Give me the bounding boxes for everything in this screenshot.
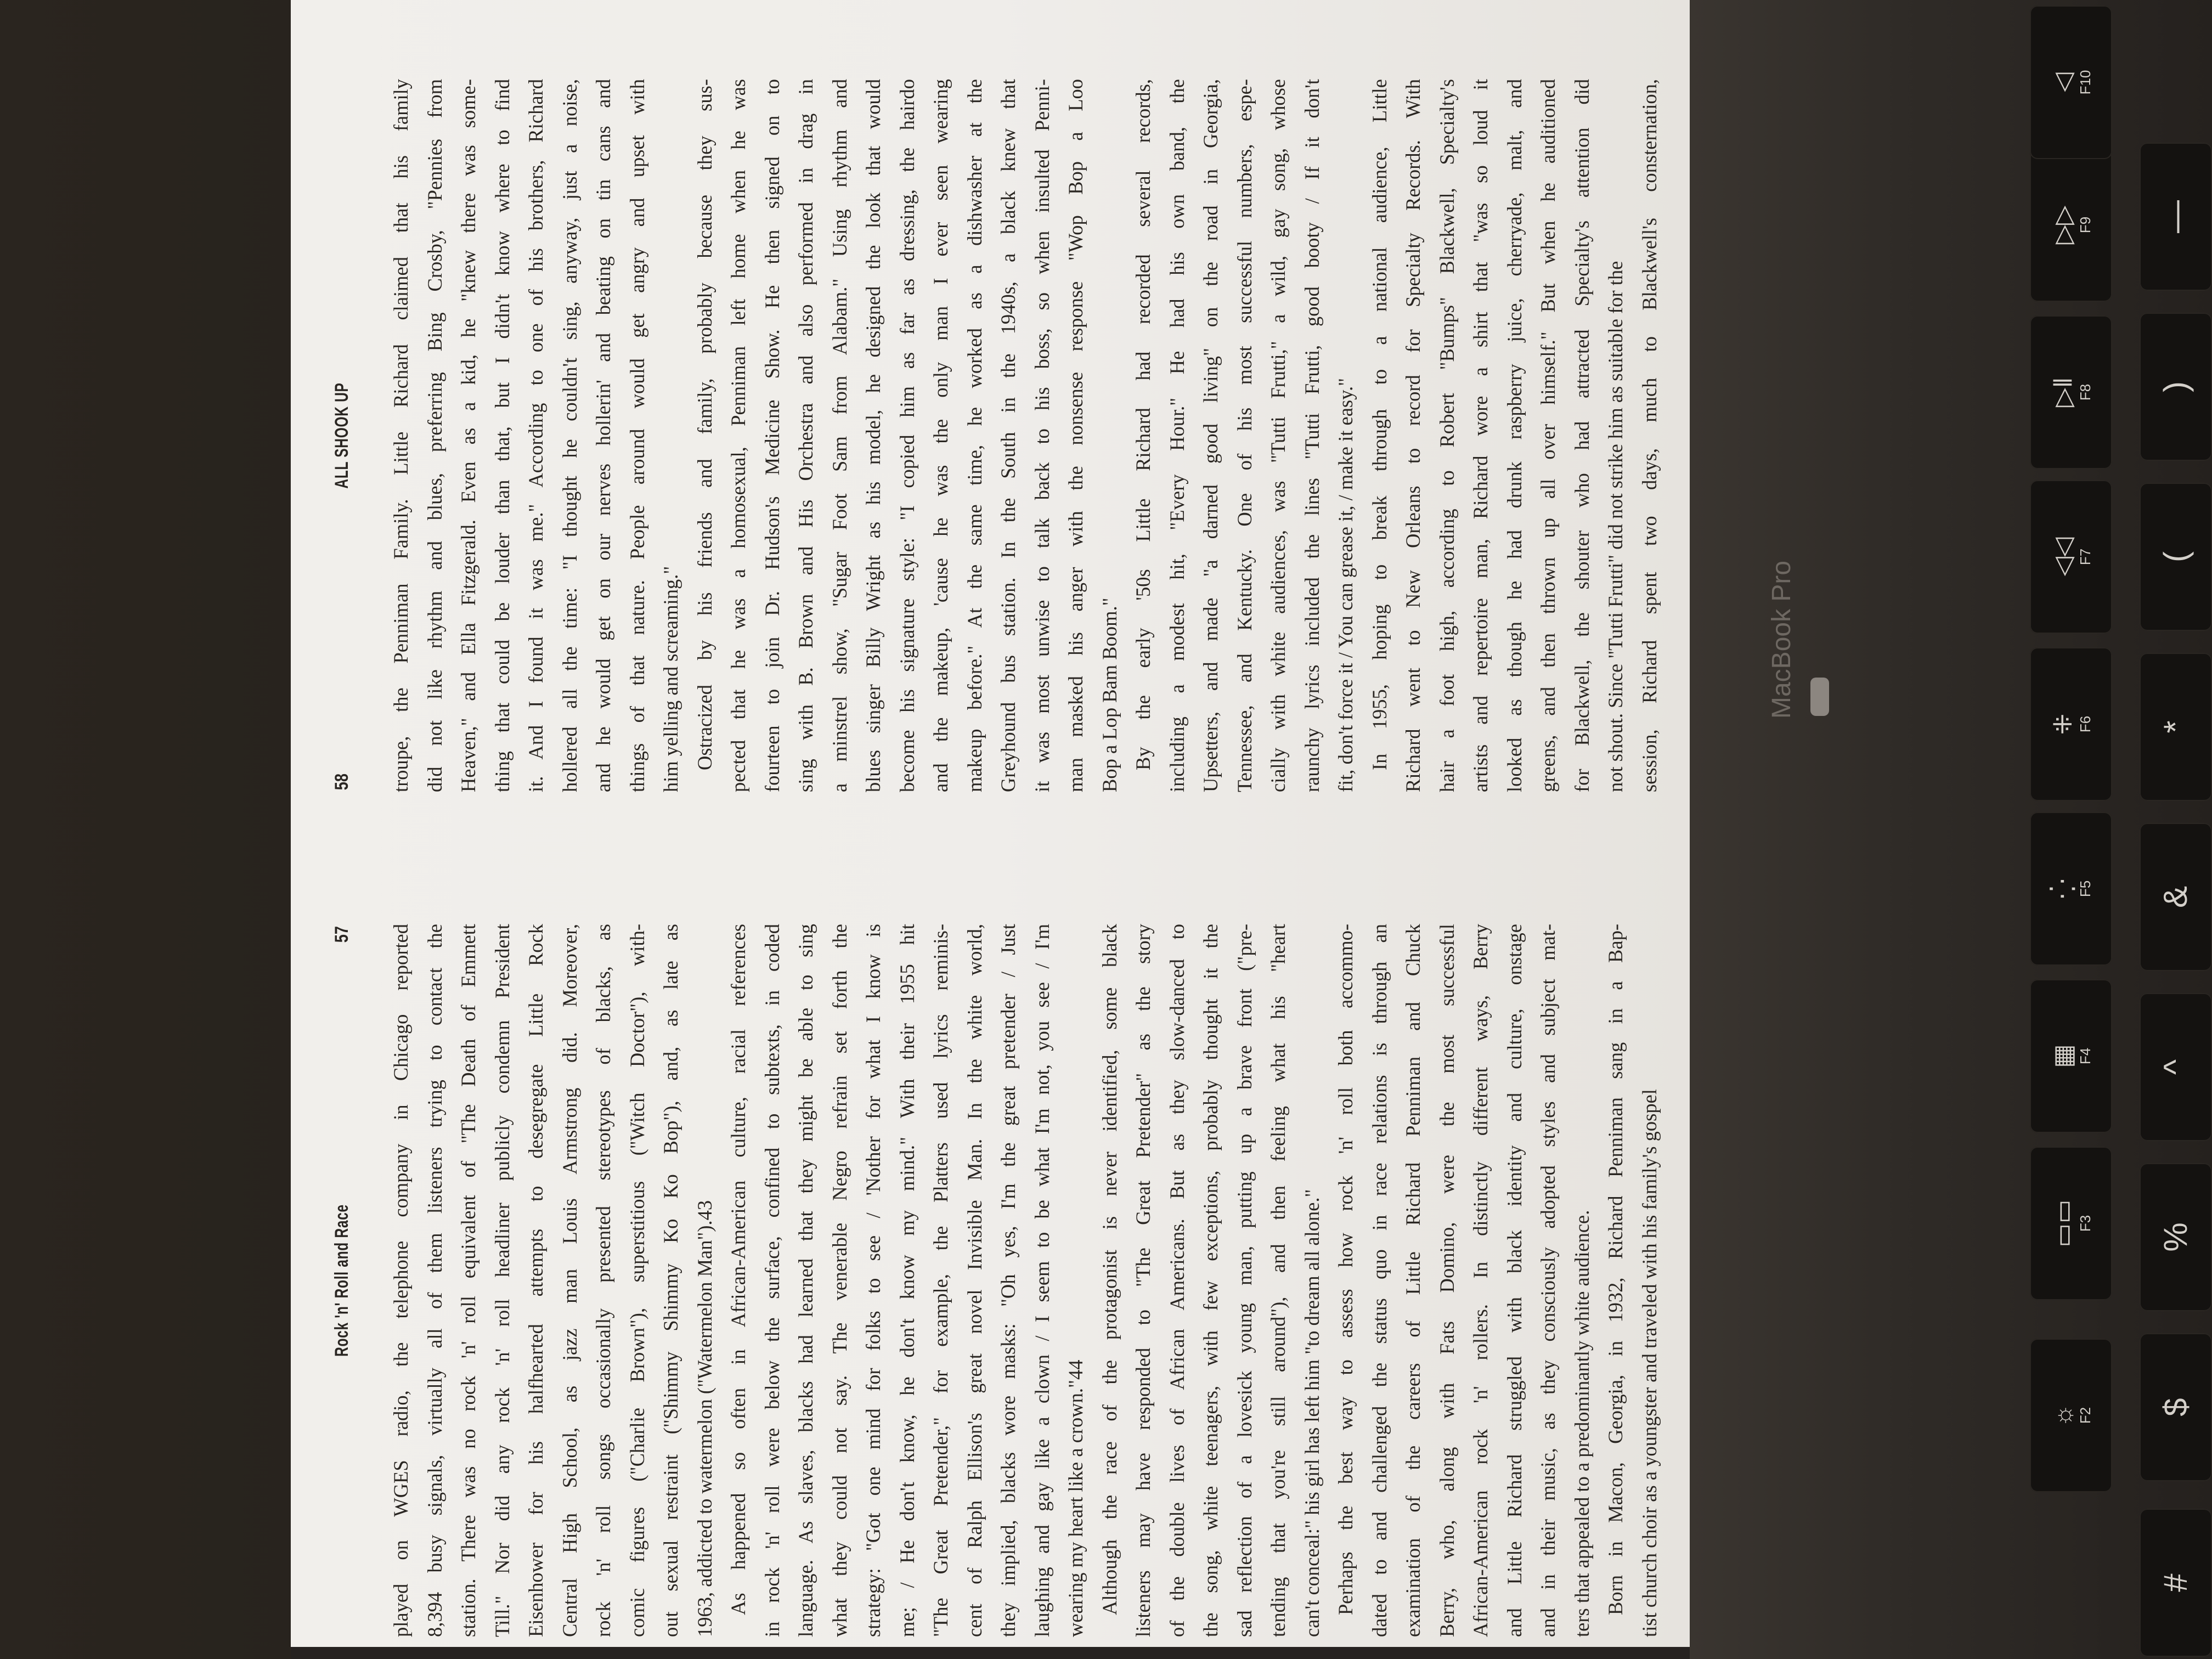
number-row-key[interactable]: [2140, 993, 2212, 1141]
text-line: and Little Richard struggled with black identity and culture, onstage: [1503, 924, 1526, 1637]
text-line: Berry, who, along with Fats Domino, were the most successful: [1435, 924, 1458, 1637]
text-line: the song, white teenagers, with few exceptions, probably thought it the: [1199, 924, 1222, 1637]
text-line: Richard went to New Orleans to record for Specialty Records. With: [1402, 79, 1424, 792]
key-symbol: *: [2157, 720, 2194, 733]
key-f3[interactable]: [2030, 1147, 2112, 1300]
number-row-key[interactable]: [2140, 653, 2212, 801]
left-page-text: [384, 924, 1666, 1637]
key-f10[interactable]: [2030, 5, 2112, 159]
text-line: sing with B. Brown and His Orchestra and also performed in drag in: [794, 79, 817, 792]
text-line: By the early '50s Little Richard had recorded several records,: [1132, 79, 1154, 770]
key-label: F8: [2077, 383, 2094, 401]
laptop-brand-label: MacBook Pro: [1767, 560, 1796, 719]
key-f2[interactable]: [2030, 1339, 2112, 1492]
text-line: strategy: "Got one mind for folks to see / 'Nother for what I know is: [862, 924, 884, 1637]
text-line: "The Great Pretender," for example, the Platters used lyrics reminis-: [929, 924, 952, 1637]
text-line: Perhaps the best way to assess how rock 'n' roll both accommo-: [1334, 924, 1357, 1615]
mission-control-icon: ▭▭: [2049, 1199, 2077, 1248]
text-line: pected that he was a homosexual, Penniman left home when he was: [727, 79, 749, 792]
text-line: they implied, blacks wore masks: "Oh yes, I'm the great pretender / Just: [997, 924, 1019, 1637]
key-label: F10: [2077, 70, 2094, 95]
keyboard-light-up-icon: ⁜: [2049, 713, 2077, 735]
rewind-icon: ◁◁: [2049, 537, 2077, 577]
number-row-key[interactable]: [2140, 823, 2212, 971]
key-f4[interactable]: [2030, 979, 2112, 1133]
text-line: and in their music, as they consciously adopted styles and subject mat-: [1537, 924, 1559, 1637]
text-line: looked as though he had drunk raspberry juice, cherryade, malt, and: [1503, 79, 1526, 792]
left-running-head-title: Rock 'n' Roll and Race: [331, 1204, 352, 1357]
text-line: Heaven," and Ella Fitzgerald. Even as a kid, he "knew there was some-: [457, 79, 479, 792]
number-row-key[interactable]: [2140, 1509, 2212, 1657]
text-line: a minstrel show, "Sugar Foot Sam from Alabam." Using rhythm and: [828, 79, 851, 792]
text-line: it. And I found it was me." According to one of his brothers, Richard: [524, 79, 547, 792]
text-line: played on WGES radio, the telephone company in Chicago reported: [390, 924, 412, 1637]
key-f7[interactable]: [2030, 480, 2112, 634]
text-line: Greyhound bus station. In the South in the 1940s, a black knew that: [997, 79, 1019, 792]
text-line: did not like rhythm and blues, preferring Bing Crosby, "Pennies from: [423, 79, 446, 792]
text-line: Till." Nor did any rock 'n' roll headliner publicly condemn President: [490, 924, 514, 1637]
key-symbol: (: [2157, 551, 2194, 562]
text-line: session, Richard spent two days, much to Blackwell's consternation,: [1638, 79, 1661, 792]
keyboard-light-down-icon: ⁛: [2049, 878, 2077, 899]
fast-forward-icon: ▷▷: [2049, 205, 2077, 245]
key-label: F4: [2077, 1047, 2094, 1065]
text-line: Ostracized by his friends and family, probably because they sus-: [693, 79, 716, 770]
text-line: fourteen to join Dr. Hudson's Medicine Show. He then signed on to: [760, 79, 783, 792]
text-line: and the makeup, 'cause he was the only man I ever seen wearing: [929, 79, 952, 792]
text-line: Central High School, as jazz man Louis Armstrong did. Moreover,: [558, 924, 581, 1637]
text-line: not shout. Since "Tutti Frutti" did not strike him as suitable for the: [1604, 261, 1627, 792]
key-label: F9: [2077, 216, 2094, 234]
text-line: him yelling and screaming.": [659, 566, 682, 792]
launchpad-icon: ▦: [2049, 1044, 2077, 1068]
text-line: African-American rock 'n' rollers. In distinctly different ways, Berry: [1469, 924, 1492, 1637]
text-line: greens, and then thrown up all over himself." But when he auditioned: [1537, 79, 1559, 792]
book-spread: [291, 0, 1690, 1659]
key-symbol: %: [2157, 1222, 2194, 1252]
text-line: what they could not say. The venerable Negro refrain set forth the: [828, 924, 851, 1637]
text-line: including a modest hit, "Every Hour." He had his own band, the: [1165, 79, 1188, 792]
key-symbol: #: [2157, 1573, 2194, 1592]
right-page: [324, 13, 1662, 792]
text-line: rock 'n' roll songs occasionally presented stereotypes of blacks, as: [592, 924, 614, 1637]
text-line: Born in Macon, Georgia, in 1932, Richard Penniman sang in a Bap-: [1604, 924, 1627, 1615]
key-label: F5: [2077, 880, 2094, 898]
hinge-notch: [1810, 678, 1829, 716]
text-line: cent of Ralph Ellison's great novel Invisible Man. In the white world,: [963, 924, 986, 1637]
text-line: 8,394 busy signals, virtually all of them listeners trying to contact the: [423, 924, 446, 1637]
key-f6[interactable]: [2030, 647, 2112, 801]
key-label: F7: [2077, 548, 2094, 566]
text-line: can't conceal:" his girl has left him "to dream all alone.": [1300, 1189, 1323, 1637]
brightness-up-icon: ☼: [2049, 1403, 2077, 1427]
play-pause-icon: ▷‖: [2049, 377, 2077, 408]
text-line: comic figures ("Charlie Brown"), superstitious ("Witch Doctor"), with-: [625, 924, 648, 1637]
text-line: out sexual restraint ("Shimmy Shimmy Ko Ko Bop"), and, as late as: [659, 924, 682, 1637]
text-line: man masked his anger with the nonsense response "Wop Bop a Loo: [1064, 79, 1087, 792]
text-line: blues singer Billy Wright as his model, he designed the look that would: [862, 79, 884, 792]
text-line: for Blackwell, the shouter who had attracted Specialty's attention did: [1570, 79, 1593, 792]
key-symbol: ^: [2157, 1059, 2194, 1075]
text-line: raunchy lyrics included the lines "Tutti Frutti, good booty / If it don't: [1300, 79, 1323, 792]
text-line: examination of the careers of Little Richard Penniman and Chuck: [1402, 924, 1424, 1637]
text-line: dated to and challenged the status quo in race relations is through an: [1368, 924, 1391, 1637]
screen-bezel-edge-bottom: [291, 1647, 1690, 1659]
text-line: hair a foot high, according to Robert "Bumps" Blackwell, Specialty's: [1435, 79, 1458, 792]
text-line: laughing and gay like a clown / I seem to be what I'm not, you see / I'm: [1030, 924, 1053, 1637]
text-line: and he would get on our nerves hollerin' and beating on tin cans and: [592, 79, 614, 792]
text-line: artists and repertoire man, Richard wore a shirt that "was so loud it: [1469, 79, 1492, 792]
left-page-number: 57: [331, 926, 352, 943]
right-running-head-title: ALL SHOOK UP: [331, 382, 352, 489]
key-label: F2: [2077, 1407, 2094, 1424]
text-line: sad reflection of a lovesick young man, putting up a brave front ("pre-: [1233, 924, 1256, 1637]
text-line: of the double lives of African Americans. But as they slow-danced to: [1165, 924, 1188, 1637]
text-line: become his signature style: "I copied him as far as dressing, the hairdo: [895, 79, 918, 792]
left-page: [324, 858, 1662, 1637]
key-symbol: —: [2157, 200, 2194, 233]
text-line: Although the race of the protagonist is never identified, some black: [1098, 924, 1121, 1615]
number-row-key[interactable]: [2140, 313, 2212, 461]
text-line: thing that could be louder than that, but I didn't know where to find: [490, 79, 514, 792]
key-symbol: $: [2157, 1398, 2194, 1417]
text-line: Bop a Lop Bam Boom.": [1098, 597, 1121, 792]
text-line: fit, don't force it / You can grease it, / make it easy.": [1334, 377, 1357, 792]
number-row-key[interactable]: [2140, 1163, 2212, 1311]
laptop-keyboard-deck: [1690, 0, 2212, 1659]
key-f5[interactable]: [2030, 812, 2112, 966]
number-row-key[interactable]: [2140, 1333, 2212, 1481]
text-line: cially with white audiences, was "Tutti Frutti," a wild, gay song, whose: [1267, 79, 1289, 792]
text-line: station. There was no rock 'n' roll equivalent of "The Death of Emmett: [457, 924, 479, 1637]
text-line: As happened so often in African-American culture, racial references: [727, 924, 749, 1615]
text-line: In 1955, hoping to break through to a national audience, Little: [1368, 79, 1391, 770]
text-line: Upsetters, and made "a darned good living" on the road in Georgia,: [1199, 79, 1222, 792]
text-line: tist church choir as a youngster and traveled with his family's gospel: [1638, 1089, 1661, 1637]
mute-icon: ◁: [2049, 72, 2077, 92]
text-line: tending that you're still around"), and then feeling what his "heart: [1267, 924, 1289, 1637]
key-f8[interactable]: [2030, 315, 2112, 469]
right-page-text: [384, 79, 1666, 792]
key-label: F3: [2077, 1215, 2094, 1232]
key-f9[interactable]: [2030, 148, 2112, 302]
text-line: things of that nature. People around would get angry and upset with: [625, 79, 648, 792]
text-line: ters that appealed to a predominantly white audience.: [1570, 1210, 1593, 1637]
laptop-screen: [291, 0, 1690, 1659]
key-label: F6: [2077, 715, 2094, 733]
key-symbol: &: [2157, 885, 2194, 909]
text-line: me; / He don't know, he don't know my mind." With their 1955 hit: [895, 924, 918, 1637]
left-running-head: [324, 924, 362, 1637]
text-line: hollered all the time: "I thought he couldn't sing, anyway, just a noise,: [558, 79, 581, 792]
right-running-head: [324, 79, 362, 792]
text-line: listeners may have responded to "The Great Pretender" as the story: [1132, 924, 1154, 1637]
right-page-number: 58: [331, 773, 352, 791]
key-symbol: ): [2157, 381, 2194, 392]
text-line: language. As slaves, blacks had learned that they might be able to sing: [794, 924, 817, 1637]
text-line: it was most unwise to talk back to his boss, so when insulted Penni-: [1030, 79, 1053, 792]
text-line: 1963, addicted to watermelon ("Watermelon Man").43: [693, 1200, 716, 1637]
number-row-key[interactable]: [2140, 483, 2212, 631]
text-line: wearing my heart like a crown."44: [1064, 1359, 1087, 1637]
text-line: Tennessee, and Kentucky. One of his most successful numbers, espe-: [1233, 79, 1256, 792]
text-line: in rock 'n' roll were below the surface, confined to subtexts, in coded: [760, 924, 783, 1637]
text-line: troupe, the Penniman Family. Little Richard claimed that his family: [390, 79, 412, 792]
text-line: makeup before." At the same time, he worked as a dishwasher at the: [963, 79, 986, 792]
number-row-key[interactable]: [2140, 143, 2212, 291]
text-line: Eisenhower for his halfhearted attempts to desegregate Little Rock: [524, 924, 547, 1637]
